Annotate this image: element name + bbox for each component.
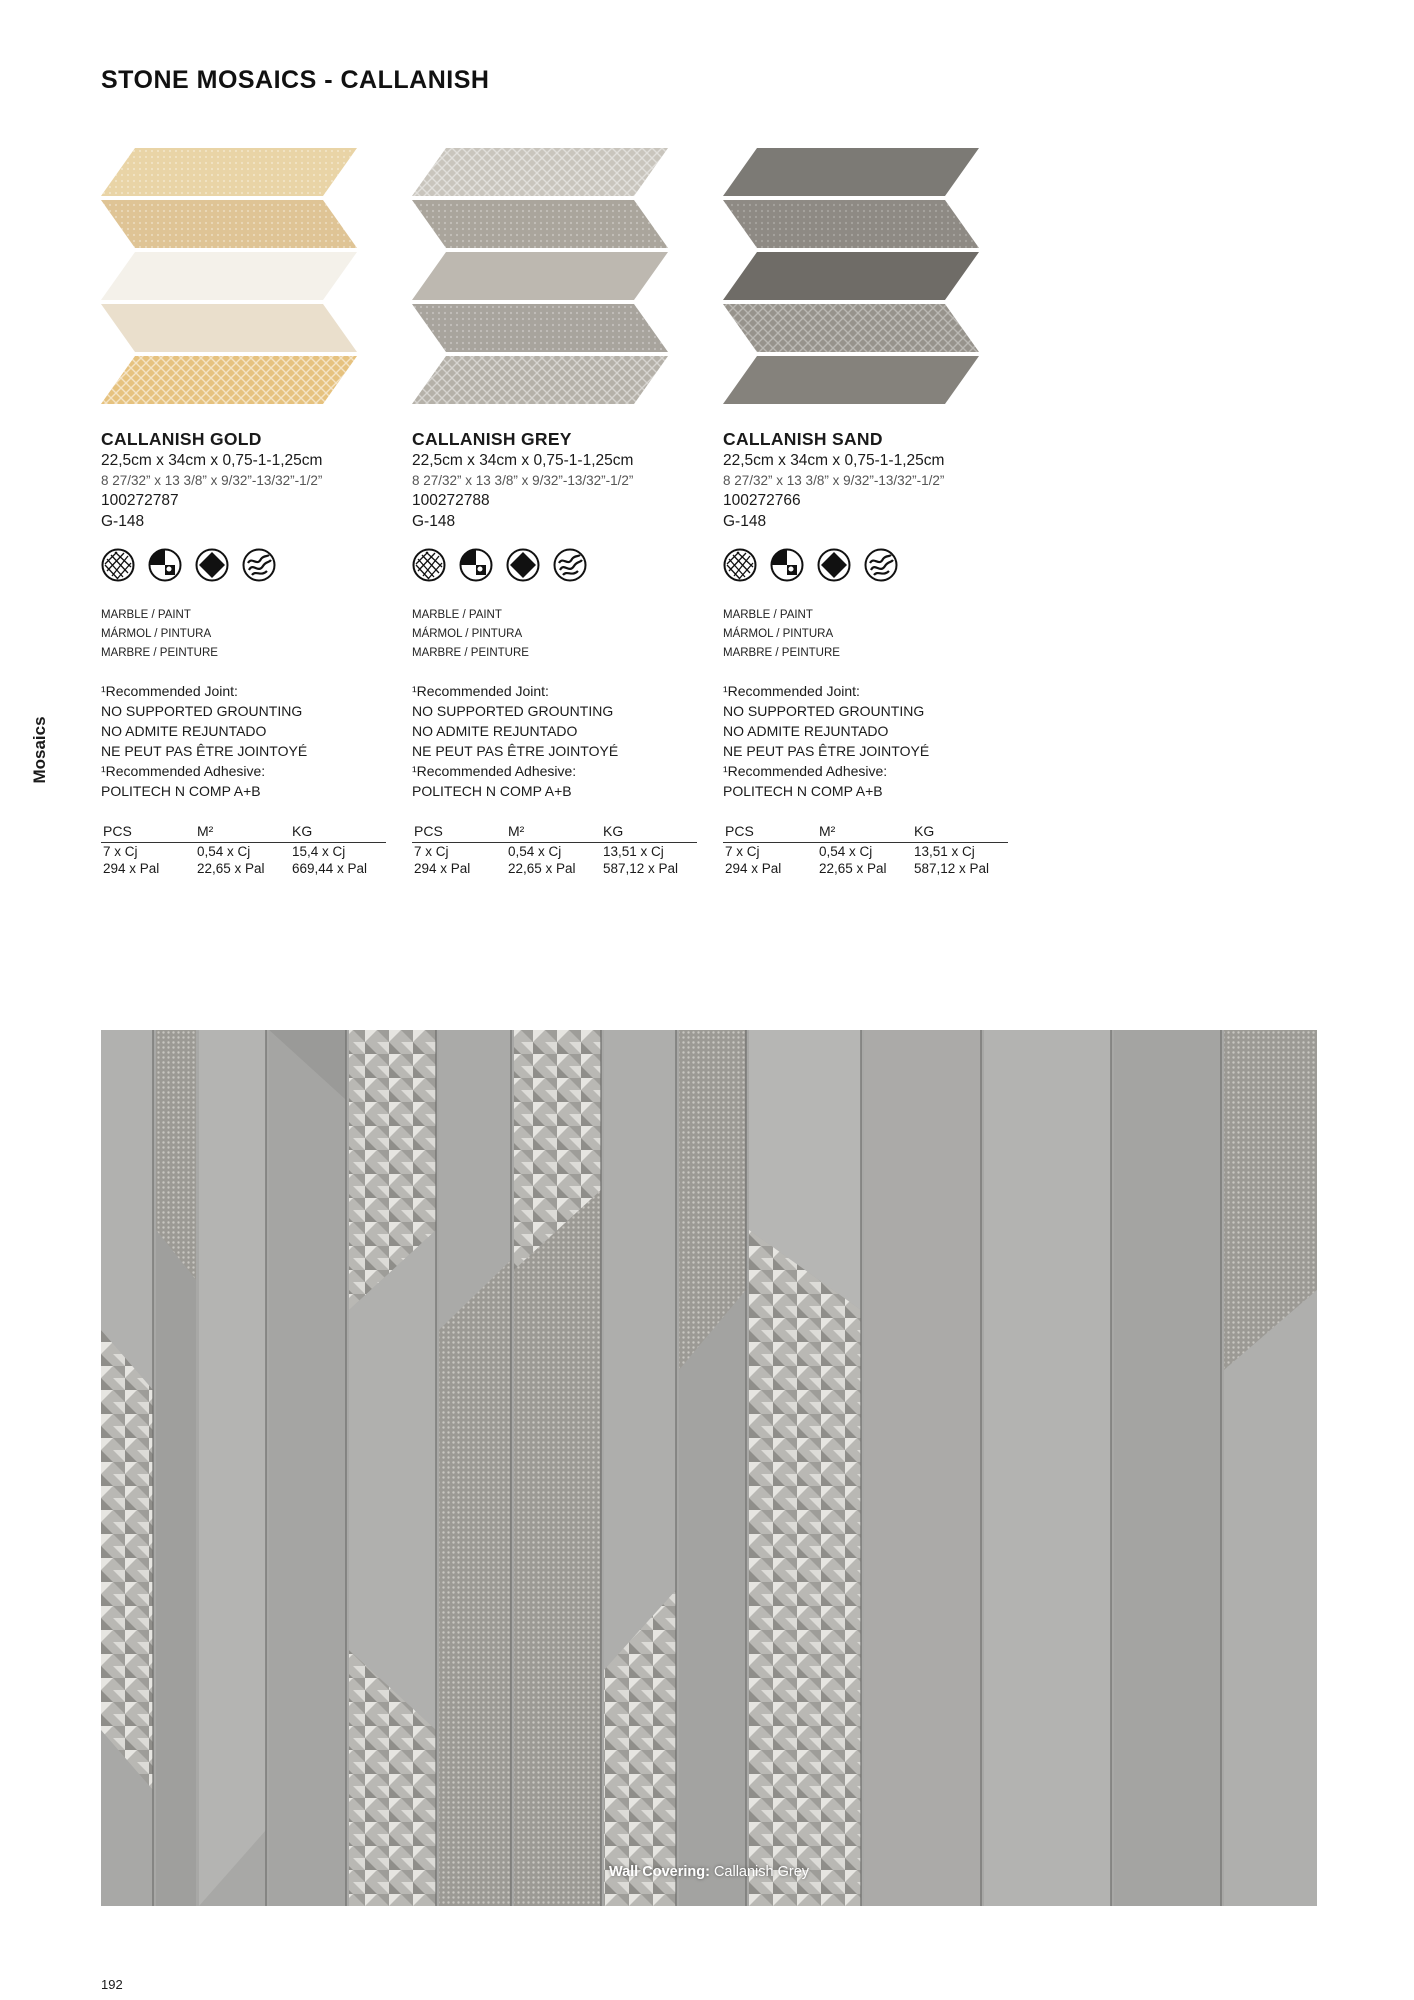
wall-strip — [749, 1230, 861, 1906]
mosaic-piece — [101, 356, 357, 404]
installation-specs — [723, 681, 1013, 801]
product-group: G-148 — [723, 513, 767, 530]
product-name: CALLANISH SAND — [723, 429, 883, 449]
spec-line: ¹Recommended Joint: — [412, 683, 549, 699]
spec-line: POLITECH N COMP A+B — [101, 783, 261, 799]
table-header — [412, 821, 697, 843]
aesthetic-variation-icon — [864, 548, 898, 582]
product-card-gold — [101, 148, 391, 877]
wall-strip — [101, 1330, 153, 1790]
table-cell: 294 x Pal — [414, 861, 471, 876]
product-code: 100272788 — [412, 492, 490, 509]
product-dimensions-metric: 22,5cm x 34cm x 0,75-1-1,25cm — [412, 452, 634, 469]
table-row — [412, 843, 697, 860]
mosaic-piece — [723, 148, 979, 196]
mosaic-piece — [412, 252, 668, 300]
material-line: MARBLE / PAINT — [723, 609, 813, 621]
packaging-table — [101, 821, 386, 877]
tile-face-icon — [195, 548, 229, 582]
spec-line: ¹Recommended Adhesive: — [101, 763, 266, 779]
mosaic-piece — [101, 200, 357, 248]
aesthetic-variation-icon — [553, 548, 587, 582]
feature-icons — [723, 548, 1013, 582]
wall-strip — [1114, 1030, 1221, 1906]
product-card-sand — [723, 148, 1013, 877]
wall-strip — [349, 1230, 436, 1730]
ambient-photo — [101, 1030, 1317, 1906]
spec-line: ¹Recommended Adhesive: — [723, 763, 888, 779]
wall-strip — [864, 1030, 981, 1906]
column-header: PCS — [725, 823, 754, 839]
product-dimensions-imperial: 8 27/32” x 13 3/8” x 9/32”-13/32”-1/2” — [101, 473, 323, 488]
spec-line: POLITECH N COMP A+B — [412, 783, 572, 799]
mesh-mounted-icon — [723, 548, 757, 582]
materials-list — [101, 606, 391, 663]
table-row — [723, 843, 1008, 860]
mosaic-piece — [412, 356, 668, 404]
materials-list — [412, 606, 702, 663]
mosaic-piece — [723, 252, 979, 300]
table-cell: 7 x Cj — [725, 844, 760, 859]
wall-strip — [679, 1290, 746, 1906]
caption-text: Callanish Grey — [709, 1864, 810, 1880]
column-header: KG — [914, 823, 935, 839]
product-group: G-148 — [412, 513, 456, 530]
mosaic-piece — [412, 148, 668, 196]
mosaic-piece — [723, 356, 979, 404]
table-row — [723, 860, 1008, 877]
wall-strip — [1224, 1290, 1317, 1906]
wall-strip — [514, 1190, 601, 1906]
table-cell: 13,51 x Cj — [603, 844, 664, 859]
mesh-mounted-icon — [412, 548, 446, 582]
mosaic-piece — [412, 304, 668, 352]
caption-label: Wall Covering: — [608, 1864, 710, 1880]
table-row — [101, 860, 386, 877]
table-cell: 0,54 x Cj — [197, 844, 251, 859]
spec-line: NO SUPPORTED GROUNTING — [723, 703, 925, 719]
product-image-gold — [101, 148, 391, 408]
column-header: KG — [292, 823, 313, 839]
table-cell: 15,4 x Cj — [292, 844, 346, 859]
materials-list — [723, 606, 1013, 663]
wall-strip — [439, 1260, 511, 1906]
tile-face-icon — [817, 548, 851, 582]
mosaic-piece — [723, 304, 979, 352]
table-header — [101, 821, 386, 843]
wall-strip — [604, 1030, 676, 1670]
table-cell: 0,54 x Cj — [508, 844, 562, 859]
spec-line: ¹Recommended Joint: — [723, 683, 860, 699]
table-cell: 22,65 x Pal — [508, 861, 576, 876]
section-label: Mosaics — [30, 716, 49, 784]
aesthetic-variation-icon — [242, 548, 276, 582]
table-cell: 22,65 x Pal — [819, 861, 887, 876]
material-line: MÁRMOL / PINTURA — [723, 628, 834, 640]
mosaic-piece — [723, 200, 979, 248]
product-name: CALLANISH GOLD — [101, 429, 262, 449]
mosaic-piece — [101, 304, 357, 352]
material-line: MÁRMOL / PINTURA — [412, 628, 523, 640]
indoor-wall-icon — [148, 548, 182, 582]
table-cell: 13,51 x Cj — [914, 844, 975, 859]
column-header: M² — [197, 823, 214, 839]
column-header: PCS — [103, 823, 132, 839]
wall-covering-illustration — [101, 1030, 1317, 1906]
table-cell: 7 x Cj — [103, 844, 138, 859]
spec-line: NO ADMITE REJUNTADO — [723, 723, 889, 739]
mosaic-piece — [101, 148, 357, 196]
material-line: MARBRE / PEINTURE — [412, 647, 529, 659]
installation-specs — [101, 681, 391, 801]
spec-line: ¹Recommended Adhesive: — [412, 763, 577, 779]
spec-line: NO ADMITE REJUNTADO — [412, 723, 578, 739]
wall-strip — [199, 1030, 266, 1906]
product-dimensions-imperial: 8 27/32” x 13 3/8” x 9/32”-13/32”-1/2” — [412, 473, 634, 488]
material-line: MARBLE / PAINT — [412, 609, 502, 621]
photo-caption — [101, 1864, 1317, 1880]
section-side-label — [10, 700, 70, 800]
product-group: G-148 — [101, 513, 145, 530]
table-cell: 587,12 x Pal — [603, 861, 679, 876]
mosaic-piece — [412, 200, 668, 248]
spec-line: NO SUPPORTED GROUNTING — [412, 703, 614, 719]
material-line: MARBRE / PEINTURE — [101, 647, 218, 659]
page-number: 192 — [101, 1977, 123, 1992]
spec-line: NO ADMITE REJUNTADO — [101, 723, 267, 739]
product-dimensions-metric: 22,5cm x 34cm x 0,75-1-1,25cm — [723, 452, 945, 469]
indoor-wall-icon — [459, 548, 493, 582]
table-cell: 587,12 x Pal — [914, 861, 990, 876]
page-title: STONE MOSAICS - CALLANISH — [101, 66, 490, 94]
spec-line: NE PEUT PAS ÊTRE JOINTOYÉ — [101, 743, 308, 759]
product-dimensions-imperial: 8 27/32” x 13 3/8” x 9/32”-13/32”-1/2” — [723, 473, 945, 488]
spec-line: NE PEUT PAS ÊTRE JOINTOYÉ — [412, 743, 619, 759]
material-line: MÁRMOL / PINTURA — [101, 628, 212, 640]
table-row — [101, 843, 386, 860]
installation-specs — [412, 681, 702, 801]
column-header: M² — [508, 823, 525, 839]
material-line: MARBRE / PEINTURE — [723, 647, 840, 659]
packaging-table — [412, 821, 697, 877]
product-code: 100272766 — [723, 492, 801, 509]
product-name: CALLANISH GREY — [412, 429, 572, 449]
wall-strip — [156, 1230, 196, 1906]
spec-line: NO SUPPORTED GROUNTING — [101, 703, 303, 719]
product-dimensions-metric: 22,5cm x 34cm x 0,75-1-1,25cm — [101, 452, 323, 469]
wall-strip — [984, 1030, 1111, 1906]
column-header: M² — [819, 823, 836, 839]
feature-icons — [412, 548, 702, 582]
product-card-grey — [412, 148, 702, 877]
column-header: KG — [603, 823, 624, 839]
product-image-sand — [723, 148, 1013, 408]
indoor-wall-icon — [770, 548, 804, 582]
mesh-mounted-icon — [101, 548, 135, 582]
spec-line: ¹Recommended Joint: — [101, 683, 238, 699]
column-header: PCS — [414, 823, 443, 839]
table-cell: 7 x Cj — [414, 844, 449, 859]
table-cell: 294 x Pal — [725, 861, 782, 876]
table-cell: 294 x Pal — [103, 861, 160, 876]
table-cell: 22,65 x Pal — [197, 861, 265, 876]
product-code: 100272787 — [101, 492, 179, 509]
table-cell: 0,54 x Cj — [819, 844, 873, 859]
wall-strip — [269, 1030, 346, 1906]
table-row — [412, 860, 697, 877]
product-image-grey — [412, 148, 702, 408]
feature-icons — [101, 548, 391, 582]
tile-face-icon — [506, 548, 540, 582]
table-header — [723, 821, 1008, 843]
table-cell: 669,44 x Pal — [292, 861, 368, 876]
spec-line: POLITECH N COMP A+B — [723, 783, 883, 799]
packaging-table — [723, 821, 1008, 877]
material-line: MARBLE / PAINT — [101, 609, 191, 621]
mosaic-piece — [101, 252, 357, 300]
spec-line: NE PEUT PAS ÊTRE JOINTOYÉ — [723, 743, 930, 759]
